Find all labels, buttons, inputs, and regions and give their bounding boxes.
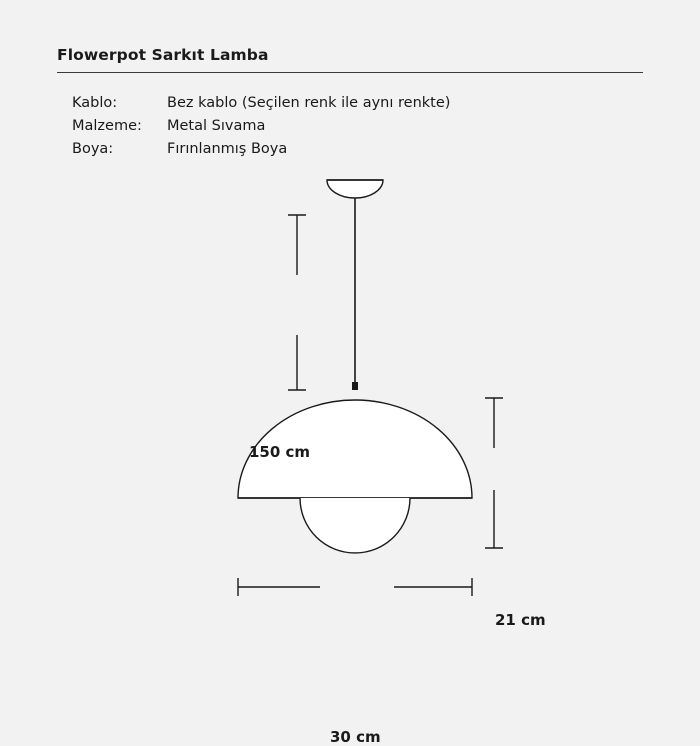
page-title: Flowerpot Sarkıt Lamba bbox=[57, 46, 269, 64]
lamp-technical-drawing bbox=[0, 150, 700, 746]
title-divider bbox=[57, 72, 643, 73]
spec-label: Kablo: bbox=[72, 95, 118, 111]
spec-label: Boya: bbox=[72, 141, 114, 157]
cable-length-label: 150 cm bbox=[249, 443, 311, 461]
shade-width-label-gap bbox=[320, 578, 394, 598]
shade-height-label: 21 cm bbox=[495, 611, 546, 629]
cable-dimension-label-gap bbox=[288, 275, 308, 335]
spec-value: Fırınlanmış Boya bbox=[167, 141, 288, 157]
spec-row bbox=[72, 95, 632, 118]
spec-value: Metal Sıvama bbox=[167, 118, 266, 134]
spec-value: Bez kablo (Seçilen renk ile aynı renkte) bbox=[167, 95, 451, 111]
cable-joint bbox=[352, 382, 358, 390]
inner-diffuser-sphere bbox=[300, 498, 410, 553]
spec-label: Malzeme: bbox=[72, 118, 142, 134]
spec-row bbox=[72, 118, 632, 141]
shade-height-label-gap bbox=[485, 448, 505, 490]
shade-width-label: 30 cm bbox=[330, 728, 381, 746]
ceiling-canopy-shape bbox=[327, 180, 383, 198]
lamp-drawing-svg bbox=[0, 150, 700, 630]
